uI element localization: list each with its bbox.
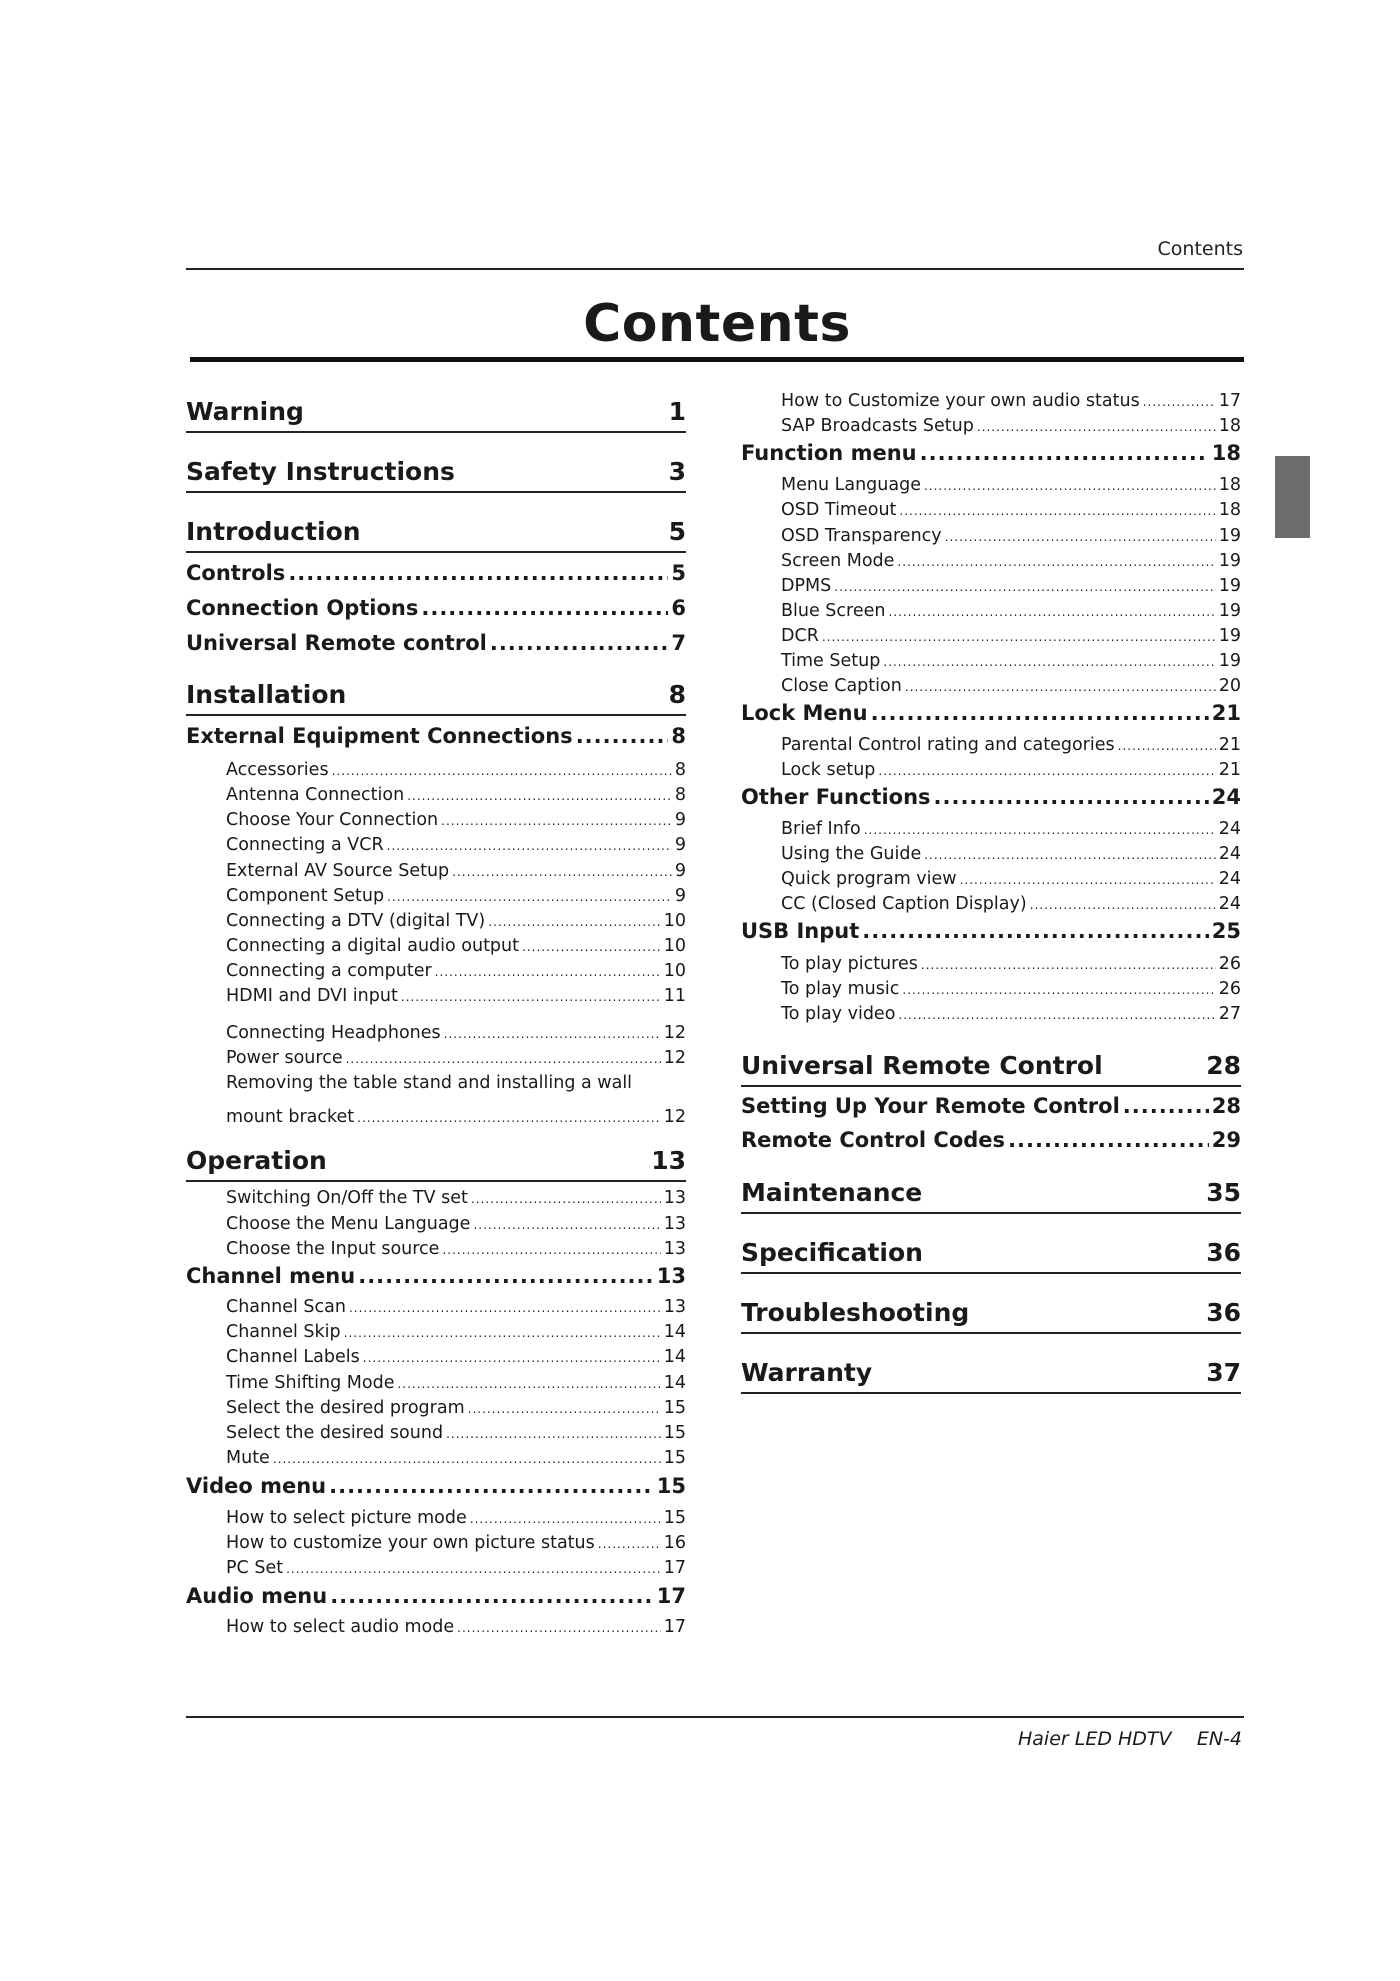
- toc-entry-label: Warning: [186, 397, 304, 426]
- toc-entry[interactable]: [186, 1474, 686, 1498]
- toc-entry[interactable]: [226, 1322, 686, 1342]
- toc-entry-page: 24: [1218, 894, 1241, 914]
- toc-entry-page: 3: [668, 457, 686, 486]
- toc-entry-label: Universal Remote control: [186, 631, 487, 655]
- toc-entry[interactable]: [781, 819, 1241, 839]
- toc-entry-page: 35: [1206, 1178, 1241, 1207]
- toc-dot-leader: [358, 1264, 654, 1288]
- toc-entry-label: mount bracket: [226, 1107, 355, 1127]
- toc-entry[interactable]: [226, 961, 686, 981]
- toc-entry[interactable]: [741, 701, 1241, 725]
- toc-dot-leader: [421, 596, 668, 620]
- toc-dot-leader: [446, 1427, 661, 1441]
- toc-dot-leader: [401, 990, 661, 1004]
- toc-entry-page: 1: [668, 397, 686, 426]
- toc-entry[interactable]: [781, 844, 1241, 864]
- toc-entry-page: 12: [663, 1023, 686, 1043]
- toc-entry[interactable]: [186, 1264, 686, 1288]
- toc-entry-page: 15: [663, 1508, 686, 1528]
- toc-entry-page: 27: [1218, 1004, 1241, 1024]
- toc-dot-leader: [407, 789, 672, 803]
- toc-entry[interactable]: [781, 676, 1241, 696]
- toc-entry-page: 16: [663, 1533, 686, 1553]
- toc-dot-leader: [329, 1474, 654, 1498]
- toc-entry-label: How to Customize your own audio status: [781, 391, 1140, 411]
- toc-dot-leader: [888, 605, 1215, 619]
- toc-dot-leader: [1008, 1128, 1209, 1152]
- toc-entry[interactable]: [226, 1297, 686, 1317]
- toc-entry-page: 13: [663, 1188, 686, 1208]
- toc-entry-page: 36: [1206, 1298, 1241, 1327]
- toc-entry[interactable]: [226, 785, 686, 805]
- toc-dot-leader: [921, 958, 1216, 972]
- toc-entry-page: 14: [663, 1347, 686, 1367]
- toc-entry-label: How to select picture mode: [226, 1508, 467, 1528]
- toc-entry[interactable]: [741, 1094, 1241, 1118]
- toc-entry[interactable]: [781, 760, 1241, 780]
- toc-entry-label: Component Setup: [226, 886, 385, 906]
- toc-entry-label: Choose the Menu Language: [226, 1214, 471, 1234]
- toc-dot-leader: [924, 479, 1216, 493]
- toc-entry-page: 9: [674, 886, 686, 906]
- toc-entry-label: Setting Up Your Remote Control: [741, 1094, 1120, 1118]
- toc-entry-page: 19: [1218, 651, 1241, 671]
- toc-entry-page: 18: [1218, 475, 1241, 495]
- toc-dot-leader: [452, 865, 672, 879]
- toc-entry-label: Connecting a VCR: [226, 835, 384, 855]
- toc-dot-leader: [468, 1402, 661, 1416]
- toc-entry-page: 20: [1218, 676, 1241, 696]
- section-tab-marker: [1275, 456, 1310, 538]
- toc-entry-page: 12: [663, 1107, 686, 1127]
- toc-dot-leader: [442, 1243, 660, 1257]
- toc-entry-page: 12: [663, 1048, 686, 1068]
- toc-dot-leader: [864, 823, 1216, 837]
- toc-dot-leader: [1030, 898, 1216, 912]
- toc-entry-label: SAP Broadcasts Setup: [781, 416, 974, 436]
- toc-dot-leader: [286, 1562, 661, 1576]
- toc-entry[interactable]: [781, 475, 1241, 495]
- toc-entry[interactable]: [226, 1347, 686, 1367]
- toc-dot-leader: [1143, 395, 1216, 409]
- toc-entry[interactable]: [226, 1373, 686, 1393]
- toc-entry-page: 9: [674, 861, 686, 881]
- toc-entry-label: Lock setup: [781, 760, 876, 780]
- toc-dot-leader: [899, 504, 1215, 518]
- toc-entry[interactable]: [781, 979, 1241, 999]
- toc-entry[interactable]: [781, 416, 1241, 436]
- toc-dot-leader: [473, 1218, 660, 1232]
- toc-entry[interactable]: [226, 760, 686, 780]
- toc-dot-leader: [490, 631, 669, 655]
- toc-entry[interactable]: [741, 1051, 1241, 1080]
- toc-entry-label: External Equipment Connections: [186, 724, 573, 748]
- toc-entry-label: Time Setup: [781, 651, 881, 671]
- toc-dot-leader: [357, 1111, 661, 1125]
- toc-entry[interactable]: [186, 457, 686, 486]
- toc-entry-label: Connection Options: [186, 596, 419, 620]
- toc-dot-leader: [871, 701, 1209, 725]
- toc-entry[interactable]: [781, 576, 1241, 596]
- toc-entry-label: Safety Instructions: [186, 457, 455, 486]
- toc-entry[interactable]: [226, 1617, 686, 1637]
- toc-entry-label: OSD Transparency: [781, 526, 942, 546]
- toc-entry-label: Connecting Headphones: [226, 1023, 441, 1043]
- toc-dot-leader: [897, 555, 1215, 569]
- toc-entry-page: 24: [1211, 785, 1241, 809]
- toc-entry[interactable]: [226, 1533, 686, 1553]
- toc-entry-page: 17: [656, 1584, 686, 1608]
- toc-entry[interactable]: [226, 886, 686, 906]
- toc-entry-label: Video menu: [186, 1474, 327, 1498]
- toc-entry-label: Channel Scan: [226, 1297, 346, 1317]
- toc-entry-label: PC Set: [226, 1558, 284, 1578]
- toc-entry-label: Channel Labels: [226, 1347, 360, 1367]
- toc-entry-label: Using the Guide: [781, 844, 922, 864]
- toc-dot-leader: [1123, 1094, 1209, 1118]
- toc-entry-label: To play music: [781, 979, 900, 999]
- toc-dot-leader: [960, 873, 1216, 887]
- toc-dot-leader: [934, 785, 1209, 809]
- toc-entry-label: Screen Mode: [781, 551, 895, 571]
- toc-entry-page: 8: [671, 724, 686, 748]
- toc-dot-leader: [576, 724, 669, 748]
- toc-entry-label: Universal Remote Control: [741, 1051, 1103, 1080]
- toc-entry[interactable]: [186, 517, 686, 546]
- toc-entry-label: Controls: [186, 561, 286, 585]
- toc-entry[interactable]: [781, 651, 1241, 671]
- toc-entry-label: Time Shifting Mode: [226, 1373, 395, 1393]
- toc-entry[interactable]: [741, 1178, 1241, 1207]
- toc-entry-page: 26: [1218, 979, 1241, 999]
- toc-entry-label: Brief Info: [781, 819, 861, 839]
- toc-entry[interactable]: [186, 561, 686, 585]
- toc-entry[interactable]: [186, 724, 686, 748]
- toc-entry[interactable]: [226, 810, 686, 830]
- toc-dot-leader: [945, 530, 1216, 544]
- toc-dot-leader: [470, 1512, 661, 1526]
- toc-entry-label: Connecting a digital audio output: [226, 936, 519, 956]
- toc-entry-label: Menu Language: [781, 475, 921, 495]
- toc-entry[interactable]: [226, 986, 686, 1006]
- toc-entry-label: Installation: [186, 680, 347, 709]
- toc-dot-leader: [444, 1027, 661, 1041]
- toc-entry[interactable]: [226, 1508, 686, 1528]
- toc-entry-label: Operation: [186, 1146, 327, 1175]
- toc-entry[interactable]: [186, 631, 686, 655]
- toc-dot-leader: [435, 965, 661, 979]
- toc-entry-page: 18: [1211, 441, 1241, 465]
- toc-dot-leader: [441, 814, 672, 828]
- toc-entry[interactable]: [226, 1188, 686, 1208]
- toc-dot-leader: [924, 848, 1215, 862]
- toc-entry[interactable]: [741, 1238, 1241, 1267]
- toc-entry-label: HDMI and DVI input: [226, 986, 398, 1006]
- toc-entry[interactable]: [186, 1146, 686, 1175]
- toc-entry-page: 13: [651, 1146, 686, 1175]
- running-head: Contents: [1157, 238, 1243, 260]
- toc-entry[interactable]: [741, 1358, 1241, 1387]
- toc-entry[interactable]: [781, 954, 1241, 974]
- toc-entry-page: 19: [1218, 601, 1241, 621]
- toc-entry[interactable]: [226, 1239, 686, 1259]
- toc-entry-label: How to customize your own picture status: [226, 1533, 595, 1553]
- toc-dot-leader: [387, 890, 672, 904]
- toc-entry-label: Close Caption: [781, 676, 902, 696]
- toc-entry-page: 37: [1206, 1358, 1241, 1387]
- toc-entry-label: Blue Screen: [781, 601, 886, 621]
- toc-entry-page: 8: [674, 760, 686, 780]
- toc-dot-leader: [330, 1584, 654, 1608]
- toc-entry[interactable]: [226, 835, 686, 855]
- toc-entry-label: Choose the Input source: [226, 1239, 440, 1259]
- toc-entry-label: Maintenance: [741, 1178, 923, 1207]
- toc-entry-label: Introduction: [186, 517, 361, 546]
- toc-entry-label: Channel menu: [186, 1264, 356, 1288]
- toc-entry[interactable]: [781, 391, 1241, 411]
- toc-dot-leader: [397, 1377, 660, 1391]
- toc-entry[interactable]: [226, 1214, 686, 1234]
- toc-entry-page: 11: [663, 986, 686, 1006]
- toc-entry-page: 36: [1206, 1238, 1241, 1267]
- toc-dot-leader: [488, 915, 660, 929]
- toc-dot-leader: [920, 441, 1209, 465]
- toc-entry[interactable]: [781, 526, 1241, 546]
- toc-entry-page: 21: [1218, 760, 1241, 780]
- toc-entry-page: 9: [674, 835, 686, 855]
- toc-entry-label: Other Functions: [741, 785, 931, 809]
- toc-dot-leader: [905, 680, 1216, 694]
- toc-entry-page: 18: [1218, 416, 1241, 436]
- toc-entry-page: 19: [1218, 526, 1241, 546]
- toc-entry[interactable]: [741, 919, 1241, 943]
- toc-entry-page: 8: [674, 785, 686, 805]
- toc-dot-leader: [862, 919, 1208, 943]
- toc-entry-label: Antenna Connection: [226, 785, 405, 805]
- toc-entry-page: 8: [668, 680, 686, 709]
- toc-entry-label: Removing the table stand and installing a wall: [226, 1073, 633, 1093]
- toc-entry-page: 15: [656, 1474, 686, 1498]
- toc-entry-page: 10: [663, 936, 686, 956]
- toc-entry-label: Mute: [226, 1448, 270, 1468]
- toc-entry[interactable]: [186, 1584, 686, 1608]
- toc-entry-page: 6: [671, 596, 686, 620]
- toc-entry-label: CC (Closed Caption Display): [781, 894, 1027, 914]
- toc-entry-page: 21: [1211, 701, 1241, 725]
- toc-entry[interactable]: [226, 861, 686, 881]
- toc-entry-page: 13: [663, 1297, 686, 1317]
- toc-entry-page: 19: [1218, 551, 1241, 571]
- toc-entry-page: 17: [663, 1558, 686, 1578]
- toc-entry[interactable]: [186, 680, 686, 709]
- toc-entry-page: 5: [668, 517, 686, 546]
- toc-entry-page: 25: [1211, 919, 1241, 943]
- toc-entry-label: DCR: [781, 626, 819, 646]
- toc-entry-label: Remote Control Codes: [741, 1128, 1006, 1152]
- toc-dot-leader: [344, 1326, 661, 1340]
- toc-entry-page: 13: [663, 1214, 686, 1234]
- toc-entry-page: 29: [1211, 1128, 1241, 1152]
- toc-entry[interactable]: [186, 397, 686, 426]
- toc-entry-page: 24: [1218, 869, 1241, 889]
- toc-entry-page: 17: [663, 1617, 686, 1637]
- toc-entry[interactable]: [741, 1298, 1241, 1327]
- toc-entry[interactable]: [226, 1107, 686, 1127]
- toc-entry[interactable]: [741, 785, 1241, 809]
- toc-entry-label: Channel Skip: [226, 1322, 341, 1342]
- toc-entry-label: Connecting a computer: [226, 961, 432, 981]
- toc-dot-leader: [387, 839, 672, 853]
- toc-entry[interactable]: [781, 601, 1241, 621]
- toc-dot-leader: [834, 580, 1215, 594]
- toc-dot-leader: [902, 983, 1215, 997]
- toc-entry-page: 13: [656, 1264, 686, 1288]
- toc-dot-leader: [1118, 739, 1216, 753]
- toc-dot-leader: [346, 1052, 661, 1066]
- toc-entry-label: Choose Your Connection: [226, 810, 439, 830]
- toc-entry-page: 15: [663, 1448, 686, 1468]
- toc-entry-label: Warranty: [741, 1358, 873, 1387]
- toc-entry-page: 21: [1218, 735, 1241, 755]
- toc-entry-label: Switching On/Off the TV set: [226, 1188, 468, 1208]
- footer-brand: Haier LED HDTV: [1018, 1728, 1172, 1750]
- toc-entry-page: 24: [1218, 819, 1241, 839]
- toc-entry[interactable]: [781, 735, 1241, 755]
- toc-dot-leader: [363, 1351, 661, 1365]
- toc-entry[interactable]: [226, 936, 686, 956]
- toc-entry[interactable]: [226, 1558, 686, 1578]
- toc-entry[interactable]: [781, 551, 1241, 571]
- toc-entry-label: External AV Source Setup: [226, 861, 450, 881]
- toc-dot-leader: [898, 1008, 1215, 1022]
- toc-dot-leader: [977, 420, 1216, 434]
- toc-entry-page: 19: [1218, 626, 1241, 646]
- toc-entry-label: DPMS: [781, 576, 832, 596]
- toc-entry-page: 28: [1206, 1051, 1241, 1080]
- header-rule: [186, 268, 1244, 270]
- footer-rule: [186, 1716, 1244, 1718]
- toc-entry-label: Power source: [226, 1048, 343, 1068]
- footer-page-number: EN-4: [1196, 1728, 1242, 1750]
- toc-entry-page: 18: [1218, 500, 1241, 520]
- toc-entry-label: Specification: [741, 1238, 923, 1267]
- toc-dot-leader: [273, 1452, 661, 1466]
- toc-entry[interactable]: [781, 894, 1241, 914]
- toc-entry-page: 9: [674, 810, 686, 830]
- toc-entry-page: 24: [1218, 844, 1241, 864]
- toc-entry-label: Lock Menu: [741, 701, 868, 725]
- toc-entry[interactable]: [186, 596, 686, 620]
- toc-entry-label: Troubleshooting: [741, 1298, 970, 1327]
- title-rule: [190, 357, 1244, 362]
- toc-entry[interactable]: [781, 626, 1241, 646]
- toc-entry-label: Connecting a DTV (digital TV): [226, 911, 486, 931]
- page-title: Contents: [583, 294, 851, 354]
- toc-entry[interactable]: [226, 1073, 686, 1093]
- toc-entry-page: 10: [663, 961, 686, 981]
- toc-dot-leader: [349, 1301, 661, 1315]
- toc-entry-page: 19: [1218, 576, 1241, 596]
- toc-entry-label: To play video: [781, 1004, 896, 1024]
- toc-entry-page: 26: [1218, 954, 1241, 974]
- toc-entry-label: Select the desired sound: [226, 1423, 444, 1443]
- toc-entry-label: Audio menu: [186, 1584, 328, 1608]
- toc-entry-page: 7: [671, 631, 686, 655]
- toc-entry-label: OSD Timeout: [781, 500, 897, 520]
- toc-dot-leader: [457, 1621, 661, 1635]
- toc-entry-page: 15: [663, 1423, 686, 1443]
- toc-entry-label: To play pictures: [781, 954, 918, 974]
- toc-entry-page: 14: [663, 1322, 686, 1342]
- toc-entry-page: 15: [663, 1398, 686, 1418]
- toc-dot-leader: [288, 561, 668, 585]
- toc-entry-label: Select the desired program: [226, 1398, 465, 1418]
- toc-dot-leader: [332, 764, 672, 778]
- toc-entry-label: USB Input: [741, 919, 860, 943]
- toc-entry[interactable]: [741, 1128, 1241, 1152]
- toc-entry[interactable]: [226, 1398, 686, 1418]
- toc-entry-label: Accessories: [226, 760, 329, 780]
- toc-entry-page: 5: [671, 561, 686, 585]
- toc-entry[interactable]: [781, 500, 1241, 520]
- toc-dot-leader: [522, 940, 661, 954]
- toc-entry-page: 13: [663, 1239, 686, 1259]
- toc-entry[interactable]: [226, 1448, 686, 1468]
- toc-entry-label: Parental Control rating and categories: [781, 735, 1115, 755]
- toc-entry-label: How to select audio mode: [226, 1617, 455, 1637]
- toc-dot-leader: [471, 1192, 661, 1206]
- toc-entry-page: 28: [1211, 1094, 1241, 1118]
- toc-entry[interactable]: [226, 1023, 686, 1043]
- toc-entry-label: Quick program view: [781, 869, 957, 889]
- toc-entry[interactable]: [781, 869, 1241, 889]
- toc-entry-page: 17: [1218, 391, 1241, 411]
- toc-dot-leader: [598, 1537, 661, 1551]
- toc-entry-page: 14: [663, 1373, 686, 1393]
- toc-entry[interactable]: [226, 1423, 686, 1443]
- toc-entry[interactable]: [781, 1004, 1241, 1024]
- toc-entry[interactable]: [226, 1048, 686, 1068]
- toc-dot-leader: [883, 655, 1215, 669]
- toc-entry[interactable]: [226, 911, 686, 931]
- toc-dot-leader: [822, 630, 1216, 644]
- toc-dot-leader: [878, 764, 1215, 778]
- toc-entry[interactable]: [741, 441, 1241, 465]
- toc-entry-page: 10: [663, 911, 686, 931]
- toc-entry-label: Function menu: [741, 441, 917, 465]
